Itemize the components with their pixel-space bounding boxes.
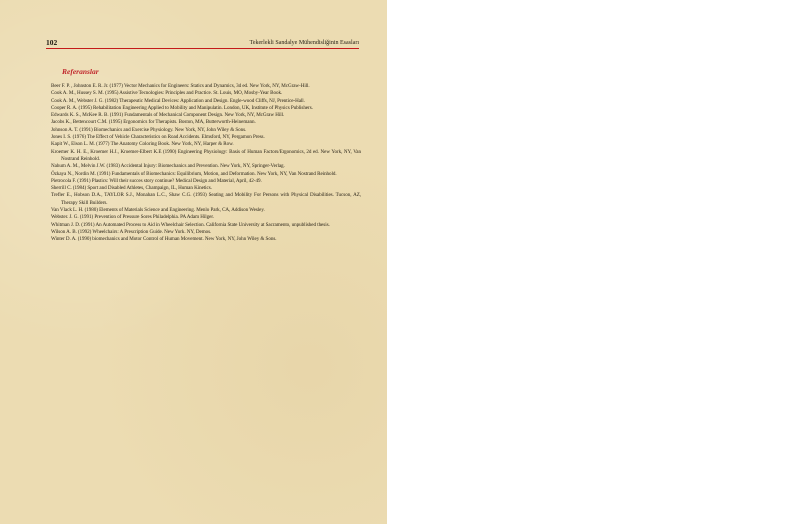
reference-item: Cook A. M., Hussey S. M. (1995) Assistive Tecnologies: Principles and Practice. St. Louis, MO, Mosby-Year Book. [51,90,283,97]
reference-item: Trefler E., Hobson D.A., TAYLOR S.J., Monahan L.C., Shaw C.G. (1993) Seating and Mobility For Persons with Physical Disabilities. Tucson, AZ, Therapy Skill Builders. [51,192,361,206]
reference-item: Pietrocola F. (1991) Plastics: Will their succes story continue? Medical Design and Material, April, 42-49. [51,177,262,184]
page-number: 102 [46,38,58,47]
reference-item: Jacobs K., Bettencourt C.M. (1995) Ergonomics for Therapists. Boston, MA, Butterworth-Heinemann. [51,119,256,126]
reference-item: Whitman J. D. (1991) An Automated Process to Aid in Wheelchair Selection. California State University at Sacramento, unpublished thesis. [51,221,330,228]
reference-item: Jones I. S. (1976) The Effect of Vehicle Characteristics on Road Accidents. Elmsford, NY, Pergamon Press. [51,134,265,141]
book-title: Tekerlekli Sandalye Mühendisliğinin Esasları [249,40,359,46]
reference-item: Sherrill C. (1984) Sport and Disabled Athletes, Champaign, IL, Human Kinetics. [51,185,212,192]
header-rule [46,48,359,49]
reference-item: Özkaya N., Nordin M. (1991) Fundamentals of Biomechanics: Equilibrium, Motion, and Deformation. New York, NY, Van Nostrand Reinhold. [51,170,337,177]
document-page [0,0,387,524]
section-heading: Referanslar [62,67,99,76]
reference-item: Cooper R. A. (1995) Rehabilitation Engineering Applied to Mobility and Manipulatin. London, UK, Institute of Physics Publishers. [51,104,313,111]
reference-item: Johnson A. T. (1991) Biomechanics and Exercise Physiology. New York, NY, John Wiley & Sons. [51,126,247,133]
reference-item: Nahum A. M., Melvin J.W. (1983) Accidental Injury: Biomechanics and Prevention. New York, NY, Springer-Verlag. [51,163,285,170]
running-header [46,38,359,48]
reference-item: Edwards K. S., McKee R. B. (1991) Fundamentals of Mechanical Component Design. New York, NY, McGraw Hill. [51,112,285,119]
reference-item: Wilson A. B. (1992) Wheelchairs: A Prescription Guide. New York. NY, Demos. [51,228,212,235]
reference-item: Kroemer K. H. E., Kroemer H.J., Kroemer-Elbert K.E (1990) Engineering Physiology: Basis of Human Factors/Ergonomics, 2d ed. New York, NY, Van Nostrand Reinhold. [51,148,361,162]
reference-item: Kapit W., Elson L. M. (1977) The Anatomy Coloring Book. New York, NY, Harper & Row. [51,141,234,148]
reference-list [51,83,361,244]
reference-item: Beer F. P. , Johnston E. R. Jr. (1977) Vector Mechanics for Engineers: Statics and Dynamics, 3d ed. New York, NY, McGraw-Hill. [51,83,310,89]
reference-item: Van Vlack L. H. (1980) Elements of Materials Science and Engineering. Menlo Park, CA, Addison Wesley. [51,207,265,214]
reference-item: Winter D. A. (1990) biomechanics and Motor Control of Human Movement. New York, NY, John Wiley & Sons. [51,236,277,243]
reference-item: Webster. J. G. (1991) Prevention of Pressure Sores Philadelphia. PA Adam Hilger. [51,214,214,221]
reference-item: Cook A. M., Webster J. G. (1982) Therapeutic Medical Devices: Application and Design. Engle-wood Cliffs, NJ, Prentice-Hall. [51,97,305,104]
